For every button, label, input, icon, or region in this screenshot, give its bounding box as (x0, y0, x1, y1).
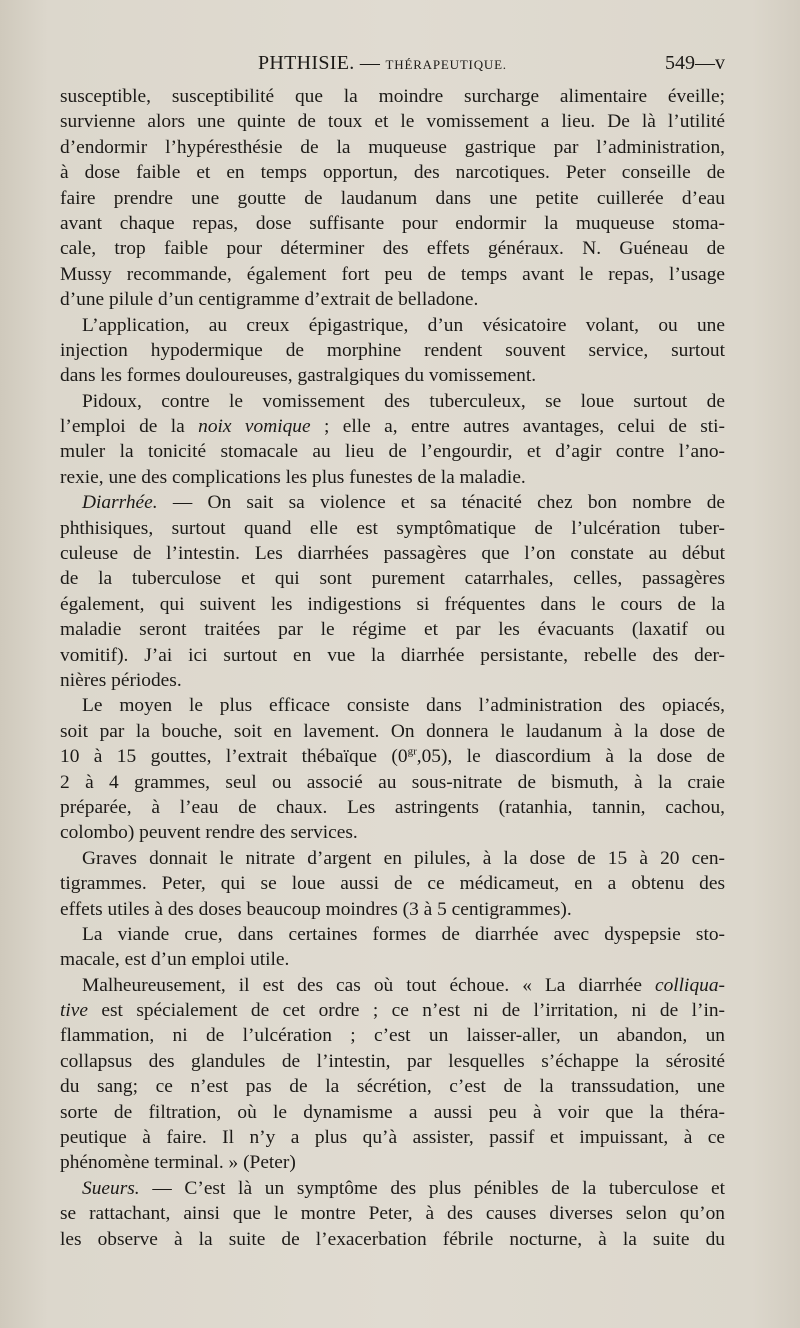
text-line (60, 846, 725, 871)
text-line (60, 109, 725, 134)
text-line-content: L’application, au creux épigastrique, d’un vésicatoire volant, ou une (82, 314, 725, 336)
text-line (60, 1125, 725, 1150)
text-line (60, 84, 725, 109)
text-line-content: Graves donnait le nitrate d’argent en pilules, à la dose de 15 à 20 cen- (82, 847, 725, 869)
body-text (60, 84, 725, 1252)
text-line-content: avant chaque repas, dose suffisante pour endormir la muqueuse stoma- (60, 212, 725, 234)
text-line (60, 490, 725, 515)
running-title-dash: — (359, 52, 381, 74)
text-line-content: colombo) peuvent rendre des services. (60, 822, 358, 844)
text-line-content: l’emploi de la (60, 416, 199, 438)
text-line (60, 363, 725, 388)
text-line-content: injection hypodermique de morphine rendent souvent service, surtout (60, 339, 725, 361)
italic-term: Diarrhée. (82, 492, 158, 514)
text-line (60, 160, 725, 185)
running-title (258, 52, 507, 75)
text-line-content: flammation, ni de l’ulcération ; c’est un laisser-aller, un abandon, un (60, 1025, 725, 1047)
text-line (60, 465, 725, 490)
text-line (60, 262, 725, 287)
text-line-content: muler la tonicité stomacale au lieu de l’engourdir, et d’agir contre l’ano- (60, 441, 725, 463)
text-line (60, 719, 725, 744)
text-line-content: survienne alors une quinte de toux et le vomissement a lieu. De là l’utilité (60, 111, 725, 133)
text-line-content: cale, trop faible pour déterminer des effets généraux. N. Guéneau de (60, 238, 725, 260)
running-title-section: THÉRAPEUTIQUE. (385, 57, 507, 72)
text-line (60, 1150, 725, 1175)
text-line-content: soit par la bouche, soit en lavement. On donnera le laudanum à la dose de (60, 720, 725, 742)
text-line (60, 1176, 725, 1201)
text-line-content: phthisiques, surtout quand elle est symptômatique de l’ulcération tuber- (60, 517, 725, 539)
text-line-content: se rattachant, ainsi que le montre Peter, à des causes diverses selon qu’on (60, 1203, 725, 1225)
text-line (60, 973, 725, 998)
text-line (60, 770, 725, 795)
text-line (60, 643, 725, 668)
text-line-content: rexie, une des complications les plus funestes de la maladie. (60, 466, 526, 488)
text-line (60, 693, 725, 718)
text-line (60, 1227, 725, 1252)
text-line (60, 186, 725, 211)
page-header (60, 52, 725, 84)
text-line (60, 668, 725, 693)
text-line (60, 566, 725, 591)
text-line-content: maladie seront traitées par le régime et par les évacuants (laxatif ou (60, 619, 725, 641)
text-line-content: également, qui suivent les indigestions si fréquentes dans le cours de la (60, 593, 725, 615)
text-line (60, 592, 725, 617)
text-line-content: — C’est là un symptôme des plus pénibles de la tuberculose et (139, 1177, 725, 1199)
text-line-content: les observe à la suite de l’exacerbation fébrile nocturne, à la suite du (60, 1228, 725, 1250)
text-line-content: nières périodes. (60, 669, 182, 691)
text-line (60, 871, 725, 896)
text-line-content: ; elle a, entre autres avantages, celui de sti- (310, 416, 726, 438)
text-line-content: La viande crue, dans certaines formes de diarrhée avec dyspepsie sto- (82, 923, 725, 945)
text-line (60, 313, 725, 338)
text-line-content: phénomène terminal. » (Peter) (60, 1152, 296, 1174)
text-line (60, 1074, 725, 1099)
text-line (60, 516, 725, 541)
text-line (60, 414, 725, 439)
text-line (60, 338, 725, 363)
text-line (60, 947, 725, 972)
text-line (60, 922, 725, 947)
text-line (60, 998, 725, 1023)
text-line-content: 10 à 15 gouttes, l’extrait thébaïque (0 (60, 746, 408, 768)
italic-term: Sueurs. (82, 1177, 140, 1199)
italic-term: colliqua- (654, 974, 725, 996)
text-line-content: du sang; ce n’est pas de la sécrétion, c’est de la transsudation, une (60, 1076, 725, 1098)
text-line-content: préparée, à l’eau de chaux. Les astringents (ratanhia, tannin, cachou, (60, 796, 725, 818)
text-line-content: Pidoux, contre le vomissement des tuberculeux, se loue surtout de (82, 390, 725, 412)
text-line (60, 617, 725, 642)
text-line-content: culeuse de l’intestin. Les diarrhées passagères que l’on constate au début (60, 543, 725, 565)
text-line-content: dans les formes douloureuses, gastralgiques du vomissement. (60, 365, 537, 387)
text-line-content: collapsus des glandules de l’intestin, par lesquelles s’échappe la sérosité (60, 1050, 725, 1072)
text-line-content: peutique à faire. Il n’y a plus qu’à assister, passif et impuissant, à ce (60, 1127, 725, 1149)
text-line (60, 287, 725, 312)
text-line (60, 135, 725, 160)
text-line (60, 389, 725, 414)
text-line-content: à dose faible et en temps opportun, des narcotiques. Peter conseille de (60, 162, 725, 184)
text-line (60, 1023, 725, 1048)
text-line-content: sorte de filtration, où le dynamisme a aussi peu à voir que la théra- (60, 1101, 725, 1123)
text-line-content: faire prendre une goutte de laudanum dans une petite cuillerée d’eau (60, 187, 725, 209)
text-line (60, 1049, 725, 1074)
unit-superscript: gr (407, 745, 417, 758)
text-line-content: est spécialement de cet ordre ; ce n’est ni de l’irritation, ni de l’in- (88, 1000, 725, 1022)
text-line (60, 1201, 725, 1226)
page-number: 549—v (665, 52, 725, 74)
text-line (60, 820, 725, 845)
text-line (60, 541, 725, 566)
text-line-content: vomitif). J’ai ici surtout en vue la diarrhée persistante, rebelle des der- (60, 644, 725, 666)
text-line (60, 236, 725, 261)
text-line-content: Mussy recommande, également fort peu de temps avant le repas, l’usage (60, 263, 725, 285)
text-line-content: susceptible, susceptibilité que la moindre surcharge alimentaire éveille; (60, 86, 725, 107)
text-line (60, 439, 725, 464)
italic-term: tive (60, 1000, 88, 1022)
text-line (60, 211, 725, 236)
text-line-content: Malheureusement, il est des cas où tout échoue. « La diarrhée (82, 974, 655, 996)
text-line-content: tigrammes. Peter, qui se loue aussi de ce médicameut, en a obtenu des (60, 873, 725, 895)
text-line-content: Le moyen le plus efficace consiste dans l’administration des opiacés, (82, 695, 725, 717)
text-line (60, 897, 725, 922)
text-line-content: 2 à 4 grammes, seul ou associé au sous-nitrate de bismuth, à la craie (60, 771, 725, 793)
text-line-content: ,05), le diascordium à la dose de (416, 746, 725, 768)
text-line-content: de la tuberculose et qui sont purement catarrhales, celles, passagères (60, 568, 725, 590)
running-title-main: PHTHISIE. (258, 52, 355, 74)
text-line-content: — On sait sa violence et sa ténacité chez bon nombre de (157, 492, 725, 514)
text-line-content: d’endormir l’hypéresthésie de la muqueuse gastrique par l’administration, (60, 136, 725, 158)
italic-term: noix vomique (198, 416, 311, 438)
text-line-content: d’une pilule d’un centigramme d’extrait de belladone. (60, 289, 479, 311)
text-line-content: macale, est d’un emploi utile. (60, 949, 290, 971)
text-line (60, 744, 725, 769)
text-line-content: effets utiles à des doses beaucoup moindres (3 à 5 centigrammes). (60, 898, 572, 920)
text-line (60, 1100, 725, 1125)
text-line (60, 795, 725, 820)
